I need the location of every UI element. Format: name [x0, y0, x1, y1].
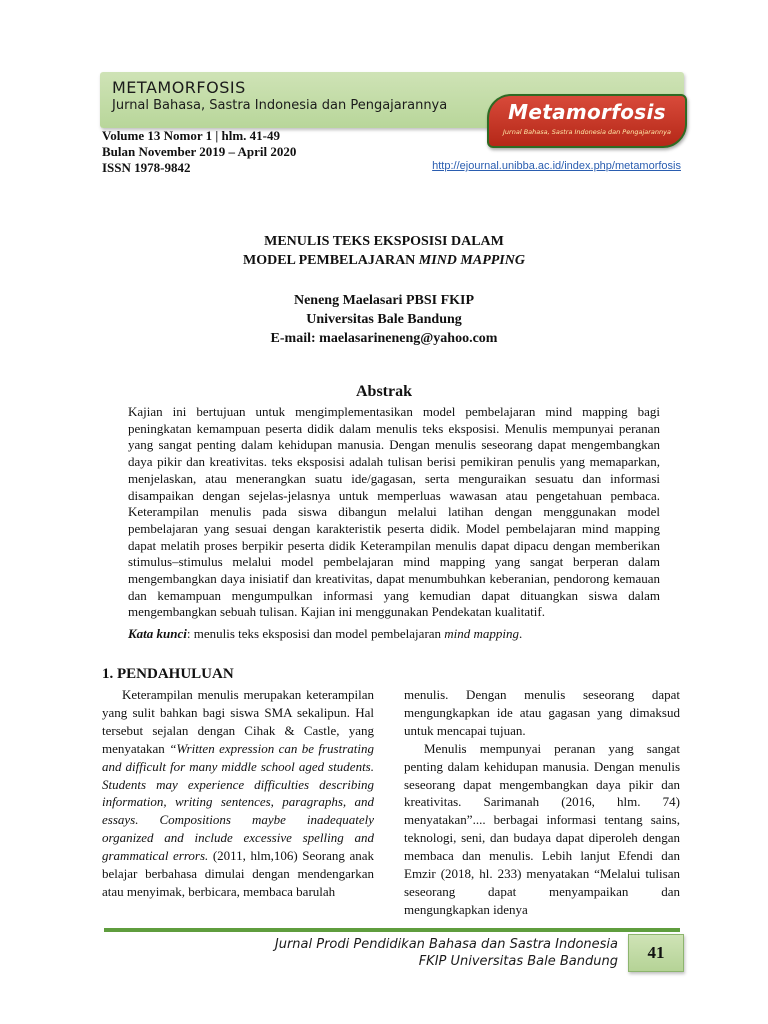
title-italic: MIND MAPPING [418, 253, 525, 268]
journal-url-link[interactable]: http://ejournal.unibba.ac.id/index.php/metamorfosis [432, 160, 681, 172]
journal-subtitle: Jurnal Bahasa, Sastra Indonesia dan Pengajarannya [112, 98, 448, 113]
keywords-end: . [519, 626, 523, 641]
left-p1-start: Keterampilan menulis merupakan keterampilan yang sulit bahkan bagi siswa SMA sekalipun. Hal tersebut sejalan dengan Cihak & Castle, yang menyatakan [102, 687, 374, 756]
footer-line2: FKIP Universitas Bale Bandung [418, 954, 618, 969]
footer-line1: Jurnal Prodi Pendidikan Bahasa dan Sastra Indonesia [274, 937, 618, 952]
left-p1-end: (2011, hlm,106) Seorang anak belajar berbahasa dimulai dengan mendengarkan atau menyimak, berbicara, membaca barulah [102, 848, 374, 899]
author-email: E-mail: maelasarineneng@yahoo.com [270, 331, 498, 346]
right-paragraph-1: menulis. Dengan menulis seseorang dapat mengungkapkan ide atau gagasan yang dimaksud untuk mencapai tujuan. [404, 687, 680, 738]
period-info: Bulan November 2019 – April 2020 [102, 144, 297, 159]
keywords-text: : menulis teks eksposisi dan model pembelajaran [186, 626, 445, 641]
keywords [128, 626, 660, 642]
section-heading: 1. PENDAHULUAN [102, 666, 234, 682]
keywords-italic: mind mapping [444, 626, 520, 641]
abstract-body: Kajian ini bertujuan untuk mengimplementasikan model pembelajaran mind mapping bagi peningkatan kemampuan peserta didik dalam menulis teks eksposisi. Menulis mempunyai peranan yang sangat penting dalam kehidupan manusia. Dengan menulis seseorang dapat mengembangkan daya pikir dan kreativitas. teks eksposisi adalah tulisan berisi pemikiran penulis yang memaparkan, menjelaskan, atau menerangkan suatu ide/gagasan, serta menguraikan sesuatu dan informasi disampaikan dengan sejelas-jelasnya untuk memperluas wawasan atau pengetahuan pembaca. Keterampilan menulis pada siswa dibangun melalui latihan dengan menggunakan model pembelajaran yang sesuai dengan karakteristik peserta didik. Model pembelajaran mind mapping dapat melatih proses berpikir peserta didik Keterampilan menulis dapat dipacu dengan memberikan stimulus–stimulus melalui model pembelajaran mind mapping yang sangat berperan dalam mengembangkan daya inisiatif dan kreativitas, dapat menumbuhkan keberanian, pendorong kemauan dan kemampuan mengumpulkan informasi yang kemudian dapat dituangkan siswa dalam mengembangkan sebuah tulisan. Kajian ini menggunakan Pendekatan kualitatif. [128, 404, 660, 620]
journal-name: METAMORFOSIS [112, 78, 246, 97]
volume-info: Volume 13 Nomor 1 | hlm. 41-49 [102, 128, 281, 143]
left-paragraph [102, 686, 374, 901]
page-number: 41 [628, 934, 684, 972]
right-column [404, 686, 680, 919]
left-quote: “Written expression can be frustrating and difficult for many middle school aged students. Students may experience difficulties describing information, writing sentences, paragraphs, and essays. Compositions maybe inadequately organized and include excessive spelling and grammatical errors. [102, 740, 374, 864]
issn-info: ISSN 1978-9842 [102, 160, 191, 175]
left-column [102, 686, 374, 901]
author-name: Neneng Maelasari PBSI FKIP [293, 293, 475, 308]
keywords-label: Kata kunci [128, 626, 187, 641]
author-affiliation: Universitas Bale Bandung [306, 312, 462, 327]
journal-logo [487, 94, 687, 148]
article-title-line2 [0, 253, 768, 269]
article-title-line1: MENULIS TEKS EKSPOSISI DALAM [264, 234, 504, 249]
title-prefix: MODEL PEMBELAJARAN [243, 253, 419, 268]
abstract-heading: Abstrak [355, 383, 412, 400]
logo-subtitle: Jurnal Bahasa, Sastra Indonesia dan Pengajarannya [503, 128, 671, 136]
right-paragraph-2: Menulis mempunyai peranan yang sangat penting dalam kehidupan manusia. Dengan menulis seseorang dapat mengembangkan daya pikir dan kreativitas. Sarimanah (2016, hlm. 74) menyatakan”.... berbagai informasi tentang sains, teknologi, seni, dan budaya dapat diperoleh dengan membaca dan menulis. Lebih lanjut Efendi dan Emzir (2018, hl. 233) menyatakan “Melalui tulisan seseorang dapat menyampaikan dan mengungkapkan idenya [404, 740, 680, 917]
footer-divider [104, 928, 680, 932]
logo-text: Metamorfosis [508, 100, 666, 124]
